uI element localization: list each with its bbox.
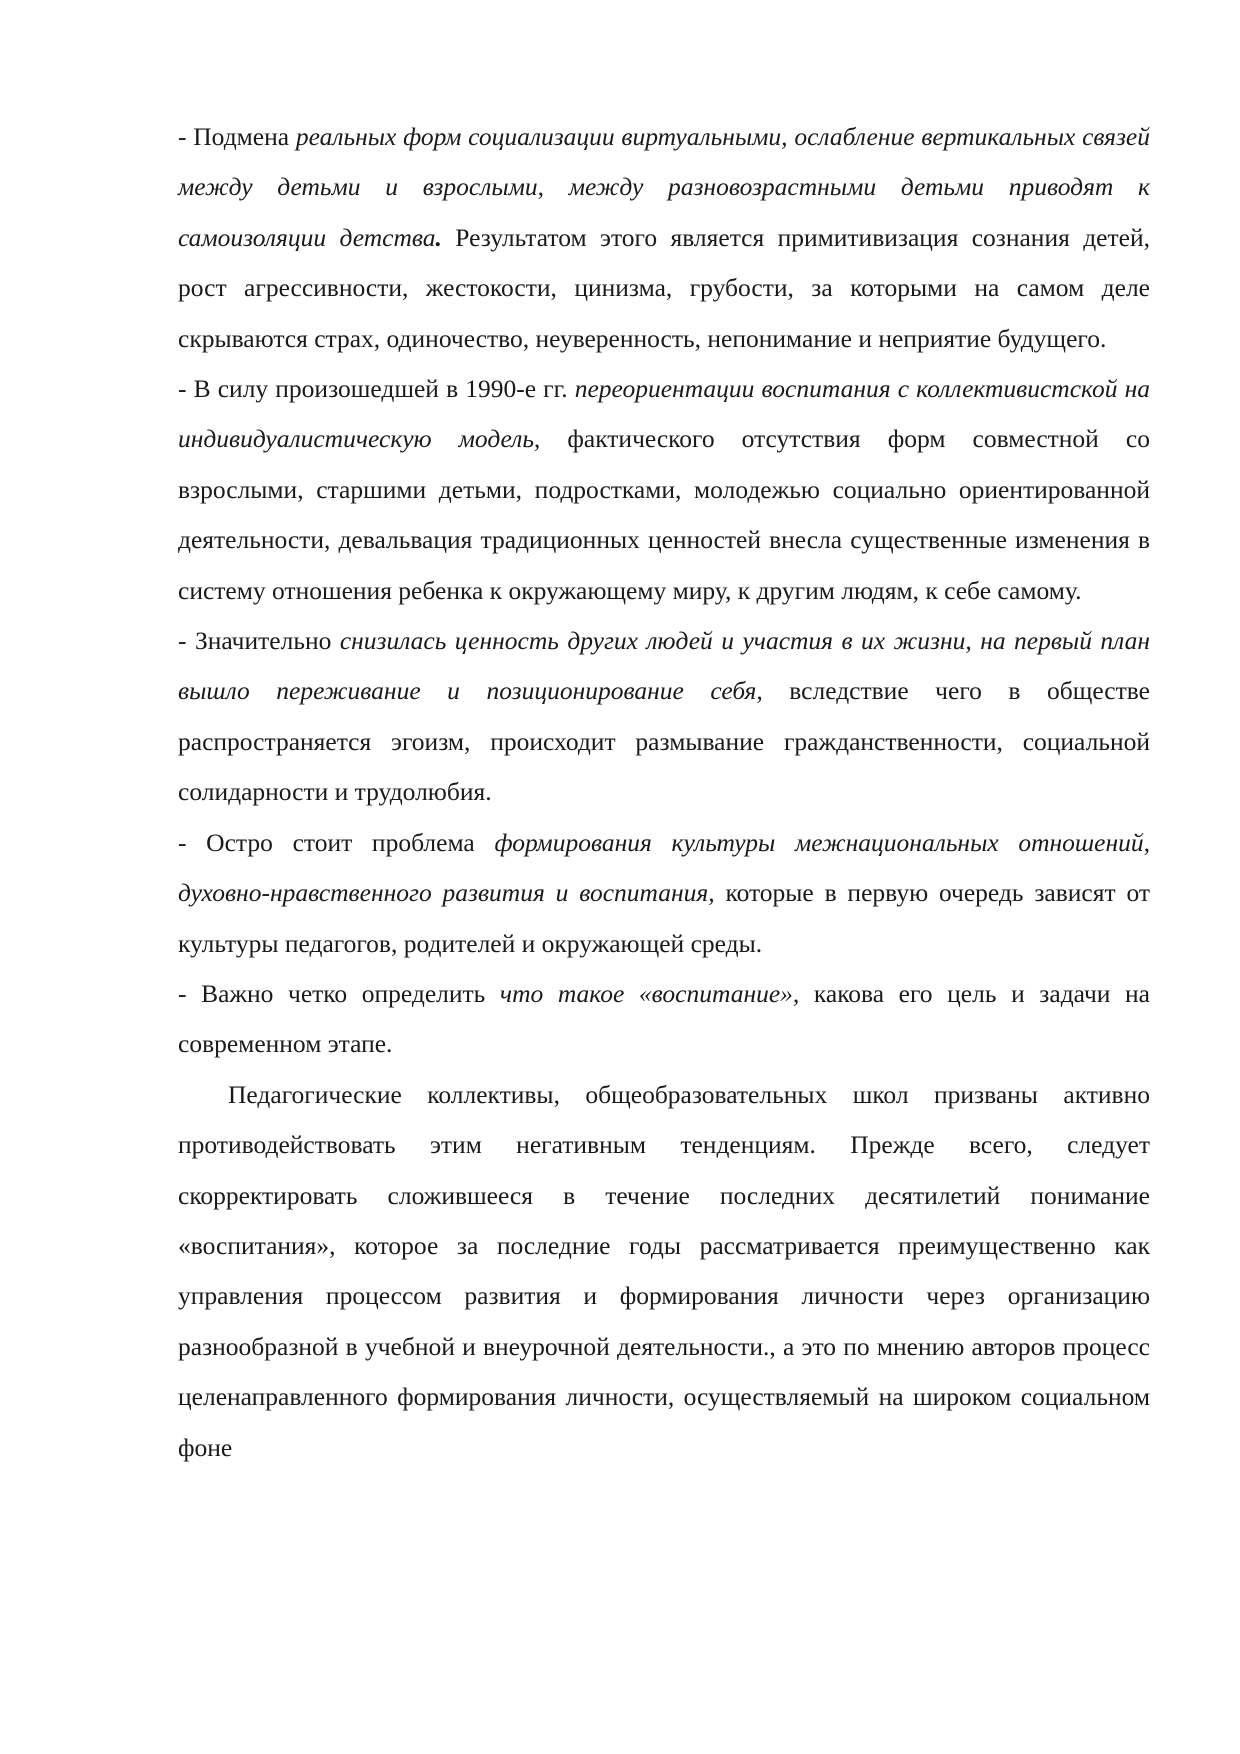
paragraph-1-run-4: Результатом этого является примитивизация сознания детей, рост агрессивности, жестокости, цинизма, грубости, за которыми на самом деле скрываются страх, одиночество, неуверенность, непонимание и неприятие будущего. xyxy=(178,222,1150,353)
paragraph-2-run-3: фактического отсутствия форм совместной со взрослыми, старшими детьми, подростками, молодежью социально ориентированной деятельности, девальвация традиционных ценностей внесла существенные изменения в систему отношения ребенка к окружающему миру, к другим людям, к себе самому. xyxy=(178,424,1150,605)
paragraph-1-run-1: - Подмена xyxy=(178,122,296,151)
paragraph-2-run-1: - В силу произошедшей в 1990-е гг. xyxy=(178,374,575,404)
paragraph-2 xyxy=(178,364,1150,616)
paragraph-4-run-2: формирования культуры межнациональных отношений, духовно-нравственного развития и воспитания, xyxy=(178,827,1151,908)
paragraph-2-run-2: переориентации воспитания с коллективистской на индивидуалистическую модель, xyxy=(178,374,1150,454)
paragraph-5 xyxy=(178,969,1150,1070)
paragraph-5-run-1: - Важно четко определить xyxy=(178,978,500,1008)
paragraph-3-run-3: вследствие чего в обществе распространяется эгоизм, происходит размывание гражданственности, социальной солидарности и трудолюбия. xyxy=(178,676,1150,807)
document-page xyxy=(178,112,1150,1473)
paragraph-5-run-2: что такое «воспитание», xyxy=(499,978,800,1008)
paragraph-1-run-3: . xyxy=(435,222,442,252)
paragraph-4-run-1: - Остро стоит проблема xyxy=(178,827,495,857)
paragraph-4 xyxy=(178,818,1150,969)
paragraph-6-run-1: Педагогические коллективы, общеобразовательных школ призваны активно противодействовать этим негативным тенденциям. Прежде всего, следует скорректировать сложившееся в течение последних десятилетий понимание «воспитания», которое за последние годы рассматривается преимущественно как управления процессом развития и формирования личности через организацию разнообразной в учебной и внеурочной деятельности., а это по мнению авторов процесс целенаправленного формирования личности, осуществляемый на широком социальном фоне xyxy=(178,1079,1150,1462)
paragraph-3 xyxy=(178,616,1150,818)
paragraph-4-run-3: которые в первую очередь зависят от культуры педагогов, родителей и окружающей среды. xyxy=(178,878,1151,958)
paragraph-6 xyxy=(178,1070,1150,1473)
paragraph-5-run-3: какова его цель и задачи на современном этапе. xyxy=(178,978,1150,1059)
paragraph-1-run-2: реальных форм социализации виртуальными, ослабление вертикальных связей между детьми и взрослыми, между разновозрастными детьми приводят к самоизоляции детства xyxy=(178,122,1150,252)
paragraph-3-run-2: снизилась ценность других людей и участия в их жизни, на первый план вышло переживание и позиционирование себя, xyxy=(178,626,1150,706)
paragraph-1 xyxy=(178,112,1150,364)
paragraph-3-run-1: - Значительно xyxy=(178,626,340,656)
